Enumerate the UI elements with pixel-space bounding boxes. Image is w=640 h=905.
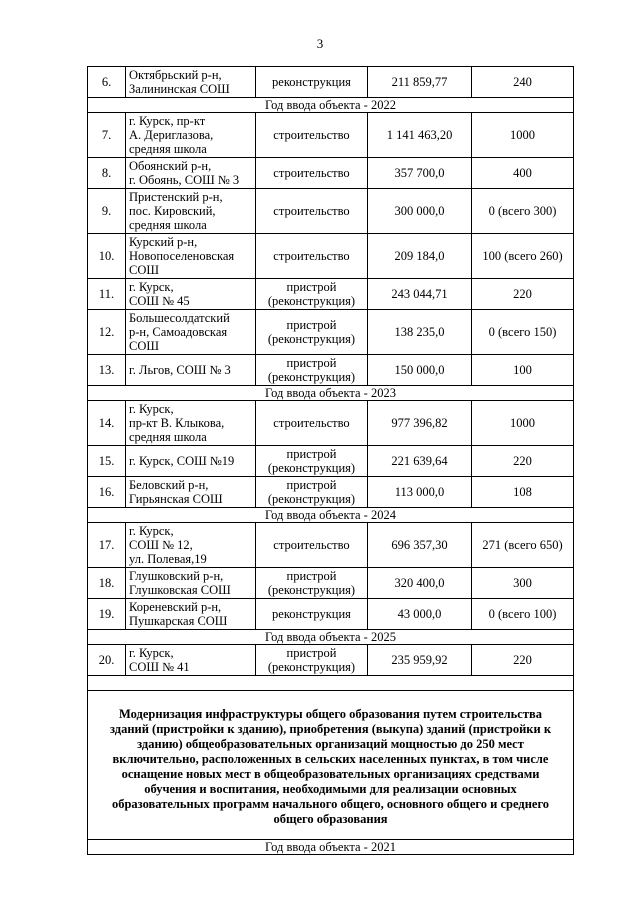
row-number: 13. — [88, 355, 126, 386]
capacity-cell: 0 (всего 300) — [472, 189, 574, 234]
work-type-cell — [256, 279, 368, 310]
row-number: 8. — [88, 158, 126, 189]
table-row — [88, 67, 574, 98]
location-cell — [126, 310, 256, 355]
location-cell-line: г. Курск, пр-кт — [129, 114, 206, 128]
work-type-cell-line: пристрой — [286, 569, 337, 583]
work-type-cell-line: (реконструкция) — [267, 294, 356, 308]
location-cell-line: г. Курск, СОШ №19 — [129, 454, 235, 468]
table-row — [88, 355, 574, 386]
year-header: Год ввода объекта - 2022 — [88, 98, 574, 113]
location-cell — [126, 355, 256, 386]
work-type-cell — [256, 568, 368, 599]
location-cell-line: Беловский р-н, — [129, 478, 209, 492]
work-type-cell-line: реконструкция — [272, 607, 351, 621]
section-description-line: зданию) общеобразовательных организаций мощностью до 250 мест — [137, 737, 524, 751]
cost-cell: 235 959,92 — [368, 645, 472, 676]
table-row — [88, 477, 574, 508]
work-type-cell-line: строительство — [273, 204, 350, 218]
work-type-cell-line: (реконструкция) — [267, 660, 356, 674]
location-cell — [126, 523, 256, 568]
table-row — [88, 234, 574, 279]
row-number: 9. — [88, 189, 126, 234]
location-cell-line: пос. Кировский, — [129, 204, 216, 218]
location-cell-line: Глушковская СОШ — [129, 583, 231, 597]
location-cell-line: Кореневский р-н, — [129, 600, 222, 614]
location-cell-line: г. Курск, — [129, 280, 174, 294]
table-row — [88, 279, 574, 310]
capacity-cell: 220 — [472, 279, 574, 310]
year-header: Год ввода объекта - 2025 — [88, 630, 574, 645]
section-description-line: Модернизация инфраструктуры общего образования путем строительства — [119, 707, 542, 721]
section-description — [88, 691, 574, 840]
table-row — [88, 158, 574, 189]
work-type-cell — [256, 477, 368, 508]
location-cell — [126, 158, 256, 189]
location-cell — [126, 279, 256, 310]
location-cell-line: г. Обоянь, СОШ № 3 — [129, 173, 240, 187]
location-cell-line: Октябрьский р-н, — [129, 68, 222, 82]
location-cell — [126, 477, 256, 508]
location-cell-line: р-н, Самоадовская — [129, 325, 228, 339]
section-description-line: образовательных программ начального общего, основного общего и среднего — [111, 797, 550, 811]
work-type-cell — [256, 401, 368, 446]
year-header: Год ввода объекта - 2021 — [88, 840, 574, 855]
capacity-cell: 220 — [472, 645, 574, 676]
capacity-cell: 100 (всего 260) — [472, 234, 574, 279]
capacity-cell: 400 — [472, 158, 574, 189]
location-cell-line: Пушкарская СОШ — [129, 614, 228, 628]
work-type-cell-line: строительство — [273, 538, 350, 552]
work-type-cell-line: (реконструкция) — [267, 461, 356, 475]
row-number: 7. — [88, 113, 126, 158]
capacity-cell: 220 — [472, 446, 574, 477]
location-cell — [126, 67, 256, 98]
table-row — [88, 310, 574, 355]
table-row — [88, 446, 574, 477]
cost-cell: 209 184,0 — [368, 234, 472, 279]
section-description-line: оснащение новых мест в общеобразовательных организациях средствами — [121, 767, 540, 781]
capacity-cell: 1000 — [472, 401, 574, 446]
work-type-cell — [256, 355, 368, 386]
work-type-cell-line: пристрой — [286, 478, 337, 492]
cost-cell: 357 700,0 — [368, 158, 472, 189]
work-type-cell — [256, 523, 368, 568]
capacity-cell: 0 (всего 100) — [472, 599, 574, 630]
work-type-cell-line: (реконструкция) — [267, 583, 356, 597]
row-number: 15. — [88, 446, 126, 477]
year-header-row — [88, 98, 574, 113]
section-description-row — [88, 691, 574, 840]
location-cell-line: пр-кт В. Клыкова, — [129, 416, 225, 430]
table-row — [88, 599, 574, 630]
year-header: Год ввода объекта - 2024 — [88, 508, 574, 523]
work-type-cell-line: (реконструкция) — [267, 492, 356, 506]
year-header-row — [88, 630, 574, 645]
cost-cell: 43 000,0 — [368, 599, 472, 630]
cost-cell: 150 000,0 — [368, 355, 472, 386]
capacity-cell: 1000 — [472, 113, 574, 158]
row-number: 6. — [88, 67, 126, 98]
location-cell-line: г. Льгов, СОШ № 3 — [129, 363, 231, 377]
capacity-cell: 0 (всего 150) — [472, 310, 574, 355]
work-type-cell — [256, 599, 368, 630]
section-description-line: зданий (пристройки к зданию), приобретения (выкупа) зданий (пристройки к — [109, 722, 552, 736]
capacity-cell: 300 — [472, 568, 574, 599]
location-cell-line: СОШ — [129, 339, 159, 353]
work-type-cell — [256, 645, 368, 676]
year-header-row — [88, 840, 574, 855]
location-cell-line: Пристенский р-н, — [129, 190, 223, 204]
location-cell — [126, 568, 256, 599]
cost-cell: 243 044,71 — [368, 279, 472, 310]
year-header-row — [88, 508, 574, 523]
work-type-cell — [256, 189, 368, 234]
location-cell-line: СОШ № 45 — [129, 294, 190, 308]
location-cell-line: Большесолдатский — [129, 311, 230, 325]
objects-table — [87, 66, 574, 855]
work-type-cell — [256, 310, 368, 355]
work-type-cell-line: строительство — [273, 128, 350, 142]
row-number: 18. — [88, 568, 126, 599]
work-type-cell — [256, 113, 368, 158]
location-cell-line: Глушковский р-н, — [129, 569, 224, 583]
capacity-cell: 108 — [472, 477, 574, 508]
spacer-cell — [472, 676, 574, 691]
page-number: 3 — [316, 36, 324, 51]
location-cell — [126, 189, 256, 234]
capacity-cell: 240 — [472, 67, 574, 98]
work-type-cell-line: пристрой — [286, 356, 337, 370]
work-type-cell-line: строительство — [273, 166, 350, 180]
row-number: 10. — [88, 234, 126, 279]
table-row — [88, 401, 574, 446]
location-cell — [126, 234, 256, 279]
work-type-cell-line: строительство — [273, 416, 350, 430]
cost-cell: 696 357,30 — [368, 523, 472, 568]
location-cell-line: Новопоселеновская — [129, 249, 235, 263]
location-cell-line: ул. Полевая,19 — [129, 552, 207, 566]
location-cell — [126, 446, 256, 477]
location-cell-line: Залининская СОШ — [129, 82, 230, 96]
table-row — [88, 523, 574, 568]
work-type-cell-line: пристрой — [286, 646, 337, 660]
section-description-line: общего образования — [273, 812, 388, 826]
table-row — [88, 645, 574, 676]
location-cell-line: средняя школа — [129, 218, 207, 232]
row-number: 11. — [88, 279, 126, 310]
cost-cell: 300 000,0 — [368, 189, 472, 234]
location-cell — [126, 645, 256, 676]
work-type-cell-line: (реконструкция) — [267, 370, 356, 384]
row-number: 19. — [88, 599, 126, 630]
section-description-line: обучения и воспитания, необходимыми для реализации основных — [144, 782, 517, 796]
row-number: 14. — [88, 401, 126, 446]
location-cell-line: средняя школа — [129, 430, 207, 444]
location-cell-line: СОШ № 12, — [129, 538, 193, 552]
location-cell-line: Обоянский р-н, — [129, 159, 212, 173]
work-type-cell-line: пристрой — [286, 280, 337, 294]
cost-cell: 113 000,0 — [368, 477, 472, 508]
table-row — [88, 189, 574, 234]
row-number: 12. — [88, 310, 126, 355]
location-cell-line: г. Курск, — [129, 646, 174, 660]
work-type-cell-line: пристрой — [286, 318, 337, 332]
work-type-cell-line: (реконструкция) — [267, 332, 356, 346]
cost-cell: 221 639,64 — [368, 446, 472, 477]
location-cell-line: г. Курск, — [129, 402, 174, 416]
location-cell-line: СОШ — [129, 263, 159, 277]
work-type-cell-line: строительство — [273, 249, 350, 263]
work-type-cell-line: пристрой — [286, 447, 337, 461]
cost-cell: 138 235,0 — [368, 310, 472, 355]
capacity-cell: 271 (всего 650) — [472, 523, 574, 568]
location-cell-line: г. Курск, — [129, 524, 174, 538]
row-number: 20. — [88, 645, 126, 676]
location-cell-line: средняя школа — [129, 142, 207, 156]
spacer-cell — [88, 676, 256, 691]
year-header: Год ввода объекта - 2023 — [88, 386, 574, 401]
cost-cell: 211 859,77 — [368, 67, 472, 98]
work-type-cell-line: реконструкция — [272, 75, 351, 89]
location-cell-line: Курский р-н, — [129, 235, 198, 249]
location-cell-line: Гирьянская СОШ — [129, 492, 223, 506]
location-cell — [126, 401, 256, 446]
section-description-line: включительно, расположенных в сельских населенных пунктах, в том числе — [112, 752, 549, 766]
row-number: 17. — [88, 523, 126, 568]
work-type-cell — [256, 234, 368, 279]
year-header-row — [88, 386, 574, 401]
location-cell-line: СОШ № 41 — [129, 660, 190, 674]
cost-cell: 320 400,0 — [368, 568, 472, 599]
location-cell — [126, 113, 256, 158]
row-number: 16. — [88, 477, 126, 508]
table-row — [88, 568, 574, 599]
work-type-cell — [256, 67, 368, 98]
table-row — [88, 113, 574, 158]
location-cell — [126, 599, 256, 630]
work-type-cell — [256, 446, 368, 477]
location-cell-line: А. Дериглазова, — [129, 128, 214, 142]
work-type-cell — [256, 158, 368, 189]
cost-cell: 977 396,82 — [368, 401, 472, 446]
spacer-cell — [256, 676, 472, 691]
cost-cell: 1 141 463,20 — [368, 113, 472, 158]
capacity-cell: 100 — [472, 355, 574, 386]
spacer-row — [88, 676, 574, 691]
